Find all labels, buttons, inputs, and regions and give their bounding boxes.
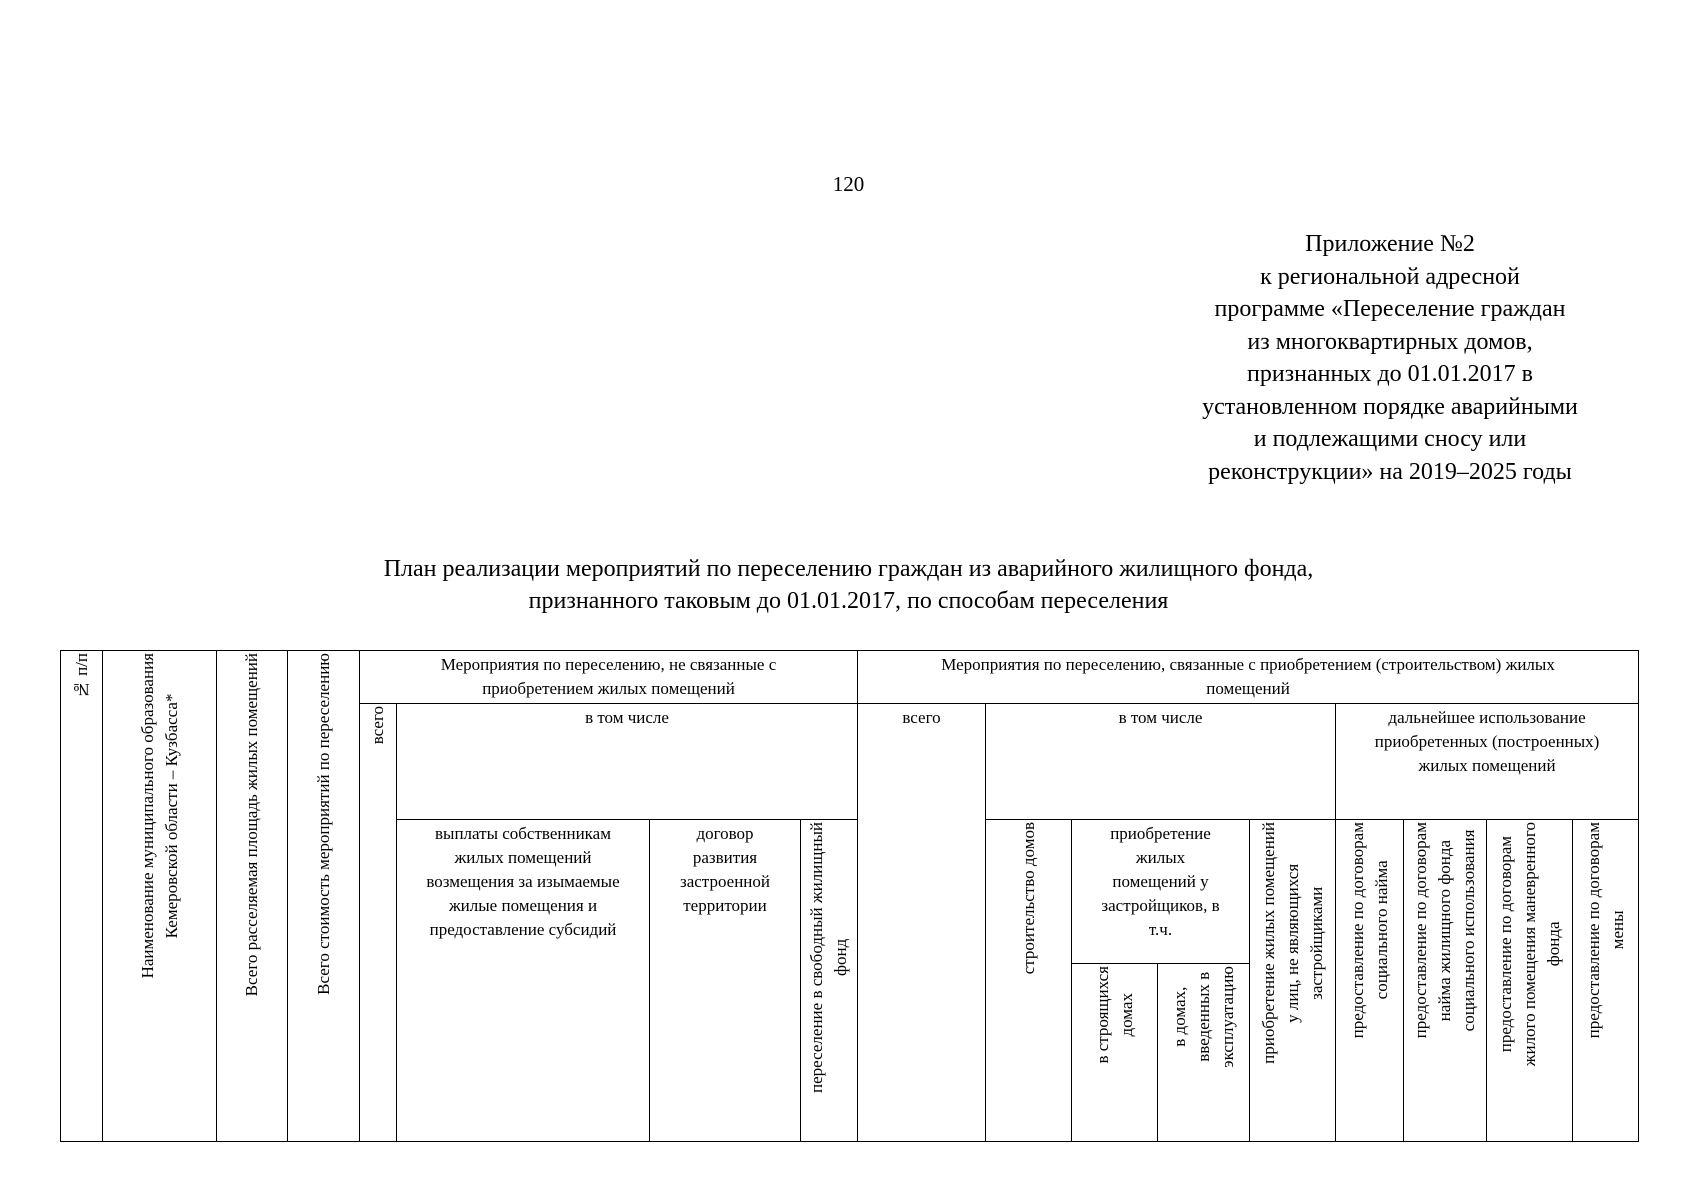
header-acq-from-developers: приобретение жилых помещений у застройщиков, в т.ч.: [1072, 820, 1250, 964]
header-number: № п/п: [61, 651, 103, 1142]
header-na-including: в том числе: [397, 704, 858, 820]
header-use-social-use: предоставление по договорам найма жилищного фонда социального использования: [1404, 820, 1487, 1142]
header-group-not-acquisition: Мероприятия по переселению, не связанные с приобретением жилых помещений: [360, 651, 858, 704]
header-acq-total: всего: [858, 704, 986, 1142]
header-acq-including: в том числе: [986, 704, 1336, 820]
document-title: План реализации мероприятий по переселению граждан из аварийного жилищного фонда, признанного таковым до 01.01.2017, по способам переселения: [383, 556, 1314, 614]
header-acq-in-operation: в домах, введенных в эксплуатацию: [1158, 964, 1250, 1142]
appendix-header: Приложение №2 к региональной адресной программе «Переселение граждан из многоквартирных домов, признанных до 01.01.2017 в установленном порядке аварийными и подлежащими сносу или реконструкции» на 2019–2025 годы: [1202, 231, 1578, 485]
page-number: 120: [832, 172, 865, 196]
header-municipality: Наименование муниципального образования Кемеровской области – Кузбасса*: [103, 651, 217, 1142]
header-use-maneuver: предоставление по договорам жилого помещения маневренного фонда: [1487, 820, 1573, 1142]
header-total-cost: Всего стоимость мероприятий по переселению: [288, 651, 360, 1142]
header-na-payments: выплаты собственникам жилых помещений возмещения за изымаемые жилые помещения и предоставление субсидий: [397, 820, 650, 1142]
header-use-social-rent: предоставление по договорам социального найма: [1336, 820, 1404, 1142]
header-total-area: Всего расселяемая площадь жилых помещений: [217, 651, 288, 1142]
header-use-exchange: предоставление по договорам мены: [1573, 820, 1639, 1142]
header-na-development: договор развития застроенной территории: [650, 820, 801, 1142]
header-acq-construction: строительство домов: [986, 820, 1072, 1142]
header-na-total: всего: [360, 704, 397, 1142]
header-acq-from-non-developers: приобретение жилых помещений у лиц, не являющихся застройщиками: [1250, 820, 1336, 1142]
resettlement-plan-table: [60, 650, 1639, 1142]
header-further-use: дальнейшее использование приобретенных (построенных) жилых помещений: [1336, 704, 1639, 820]
header-group-acquisition: Мероприятия по переселению, связанные с приобретением (строительством) жилых помещений: [858, 651, 1639, 704]
header-acq-under-construction: в строящихся домах: [1072, 964, 1158, 1142]
header-na-free-fund: переселение в свободный жилищный фонд: [801, 820, 858, 1142]
